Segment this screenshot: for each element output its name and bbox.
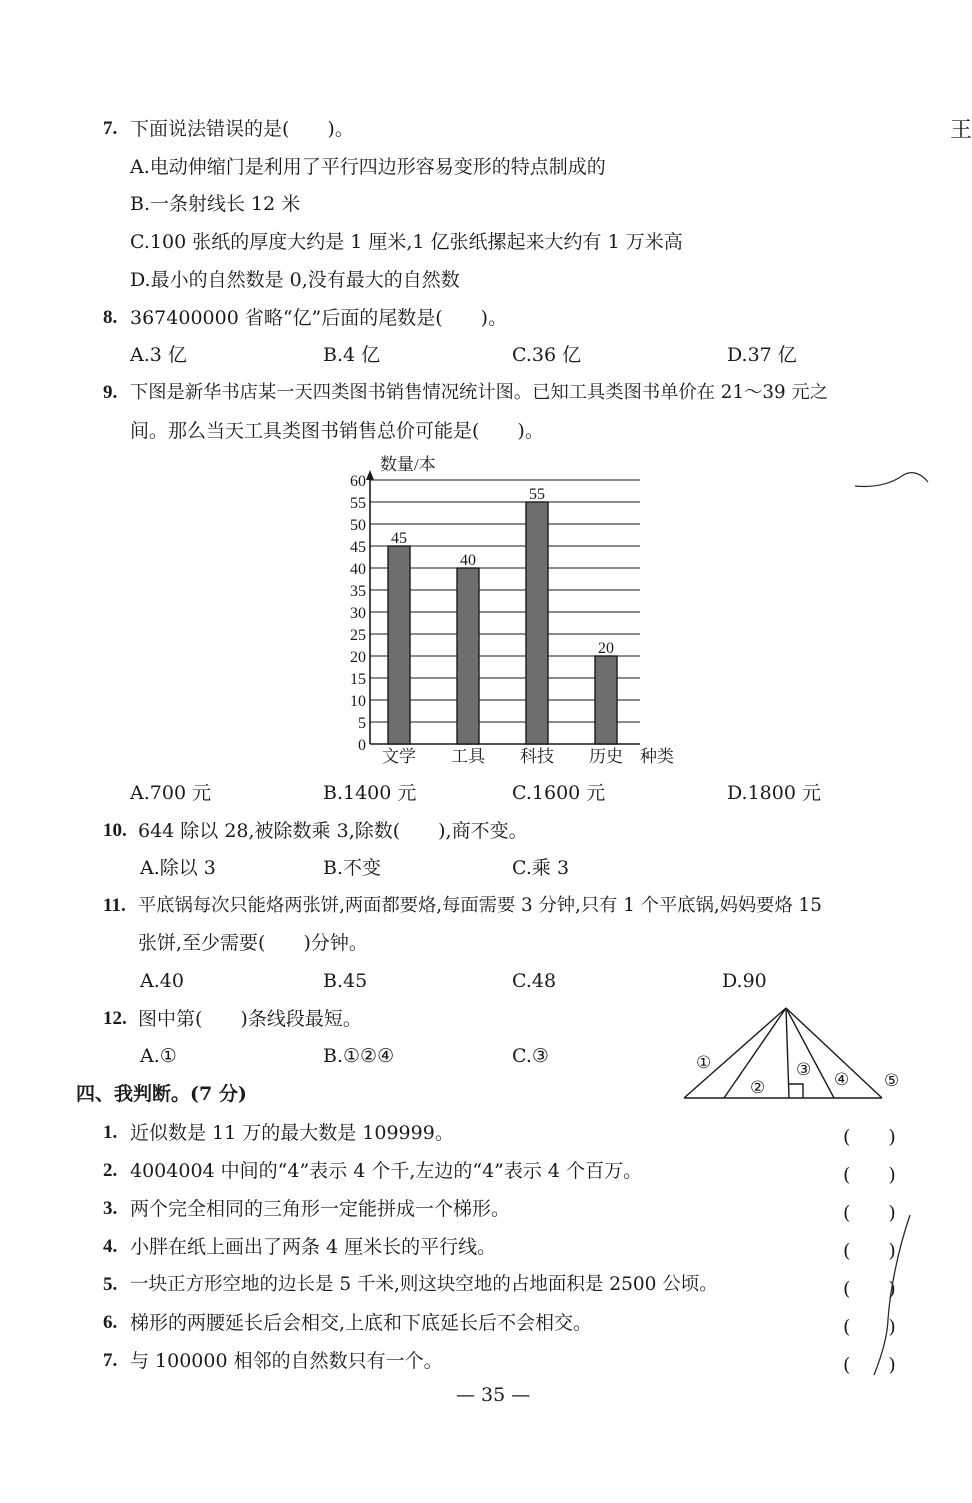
bar-工具 — [457, 568, 479, 744]
q9-option-d: D.1800 元 — [727, 782, 821, 804]
x-category-label: 工具 — [451, 747, 485, 766]
q11-stem-line2: 张饼,至少需要( )分钟。 — [138, 932, 368, 954]
pencil-marks — [850, 460, 940, 500]
bar-data-label: 55 — [529, 486, 545, 503]
judge2-text: 4004004 中间的“4”表示 4 个千,左边的“4”表示 4 个百万。 — [130, 1160, 643, 1182]
right-angle-mark — [789, 1084, 803, 1098]
q11-option-d: D.90 — [722, 970, 767, 992]
y-axis-title: 数量/本 — [380, 455, 436, 474]
bars — [388, 486, 617, 744]
q10-number: 10. — [103, 820, 127, 841]
q11-option-b: B.45 — [323, 970, 368, 992]
page-number: — 35 — — [456, 1384, 531, 1406]
judge2-number: 2. — [103, 1160, 118, 1181]
q9-option-c: C.1600 元 — [512, 782, 606, 804]
judge7-number: 7. — [103, 1350, 118, 1371]
y-tick-label: 55 — [350, 495, 366, 512]
figure-label-4: ④ — [834, 1070, 850, 1089]
segment-3 — [786, 1008, 789, 1098]
q7-option-b: B.一条射线长 12 米 — [130, 193, 301, 215]
y-tick-label: 15 — [350, 671, 366, 688]
q7-number: 7. — [103, 118, 118, 139]
q10-option-c: C.乘 3 — [512, 857, 570, 879]
bar-data-label: 45 — [391, 530, 407, 547]
x-category-label: 文学 — [382, 747, 416, 766]
q8-number: 8. — [103, 307, 118, 328]
y-tick-label: 30 — [350, 605, 366, 622]
judge6-answer-blank[interactable]: ( ) — [843, 1316, 896, 1338]
judge1-number: 1. — [103, 1122, 118, 1143]
figure-label-2: ② — [750, 1078, 766, 1097]
y-tick-label: 25 — [350, 627, 366, 644]
judge1-text: 近似数是 11 万的最大数是 109999。 — [130, 1122, 454, 1144]
bar-data-label: 20 — [598, 640, 614, 657]
q9-stem-line2: 间。那么当天工具类图书销售总价可能是( )。 — [130, 420, 544, 442]
judge3-text: 两个完全相同的三角形一定能拼成一个梯形。 — [130, 1198, 511, 1220]
y-tick-label: 5 — [358, 715, 366, 732]
edge-character: 王 — [950, 118, 972, 143]
judge3-number: 3. — [103, 1198, 118, 1219]
q8-option-c: C.36 亿 — [512, 344, 582, 366]
y-tick-label: 20 — [350, 649, 366, 666]
q7-option-c: C.100 张纸的厚度大约是 1 厘米,1 亿张纸摞起来大约有 1 万米高 — [130, 231, 683, 253]
pencil-squiggle — [855, 473, 928, 487]
q8-option-a: A.3 亿 — [130, 344, 187, 366]
q11-stem-line1: 平底锅每次只能烙两张饼,两面都要烙,每面需要 3 分钟,只有 1 个平底锅,妈妈要烙 15 — [138, 895, 822, 916]
judge4-text: 小胖在纸上画出了两条 4 厘米长的平行线。 — [130, 1236, 497, 1258]
q7-option-a: A.电动伸缩门是利用了平行四边形容易变形的特点制成的 — [130, 156, 606, 178]
q12-stem: 图中第( )条线段最短。 — [138, 1008, 362, 1030]
q11-number: 11. — [103, 895, 126, 916]
x-category-label: 科技 — [520, 747, 554, 766]
figure-label-5: ⑤ — [884, 1071, 900, 1090]
judge6-number: 6. — [103, 1312, 118, 1333]
q7-option-d: D.最小的自然数是 0,没有最大的自然数 — [130, 269, 460, 291]
q10-option-b: B.不变 — [323, 857, 382, 879]
y-tick-label: 0 — [358, 737, 366, 754]
section4-title: 四、我判断。(7 分) — [76, 1083, 247, 1105]
y-tick-label: 45 — [350, 539, 366, 556]
q10-stem: 644 除以 28,被除数乘 3,除数( ),商不变。 — [138, 820, 528, 842]
q8-stem: 367400000 省略“亿”后面的尾数是( )。 — [130, 307, 508, 329]
q7-stem: 下面说法错误的是( )。 — [130, 118, 354, 140]
y-tick-label: 40 — [350, 561, 366, 578]
y-tick-labels — [350, 473, 366, 754]
y-tick-label: 60 — [350, 473, 366, 490]
q12-option-c: C.③ — [512, 1045, 549, 1067]
q11-option-a: A.40 — [140, 970, 184, 992]
pencil-checkmark — [860, 1210, 920, 1380]
judge2-answer-blank[interactable]: ( ) — [843, 1164, 896, 1186]
triangle-figure — [678, 1000, 898, 1110]
q9-option-a: A.700 元 — [130, 782, 212, 804]
q12-number: 12. — [103, 1008, 127, 1029]
x-axis-title: 种类 — [640, 747, 674, 766]
bar-历史 — [595, 656, 617, 744]
q8-option-d: D.37 亿 — [727, 344, 797, 366]
q9-number: 9. — [103, 382, 118, 403]
figure-label-3: ③ — [796, 1060, 812, 1079]
judge7-text: 与 100000 相邻的自然数只有一个。 — [130, 1350, 443, 1372]
q12-option-b: B.①②④ — [323, 1045, 395, 1067]
pencil-stroke — [874, 1215, 910, 1375]
y-tick-label: 50 — [350, 517, 366, 534]
bar-文学 — [388, 546, 410, 744]
judge4-answer-blank[interactable]: ( ) — [843, 1240, 896, 1262]
q8-option-b: B.4 亿 — [323, 344, 381, 366]
judge6-text: 梯形的两腰延长后会相交,上底和下底延长后不会相交。 — [130, 1312, 593, 1334]
x-category-label: 历史 — [589, 747, 623, 766]
bar-data-label: 40 — [460, 552, 476, 569]
judge5-text: 一块正方形空地的边长是 5 千米,则这块空地的占地面积是 2500 公顷。 — [130, 1274, 718, 1295]
judge4-number: 4. — [103, 1236, 118, 1257]
q9-option-b: B.1400 元 — [323, 782, 417, 804]
y-tick-label: 10 — [350, 693, 366, 710]
q12-option-a: A.① — [140, 1045, 177, 1067]
q11-option-c: C.48 — [512, 970, 557, 992]
judge5-number: 5. — [103, 1274, 118, 1295]
bar-chart — [340, 450, 690, 775]
y-tick-label: 35 — [350, 583, 366, 600]
judge5-answer-blank[interactable]: ( ) — [843, 1278, 896, 1300]
judge3-answer-blank[interactable]: ( ) — [843, 1202, 896, 1224]
judge1-answer-blank[interactable]: ( ) — [843, 1126, 896, 1148]
y-axis-arrow — [366, 470, 374, 480]
bar-科技 — [526, 502, 548, 744]
judge7-answer-blank[interactable]: ( ) — [843, 1354, 896, 1376]
q10-option-a: A.除以 3 — [140, 857, 216, 879]
q9-stem-line1: 下图是新华书店某一天四类图书销售情况统计图。已知工具类图书单价在 21～39 元之 — [130, 382, 828, 403]
x-category-labels — [382, 747, 623, 766]
figure-label-1: ① — [696, 1053, 712, 1072]
